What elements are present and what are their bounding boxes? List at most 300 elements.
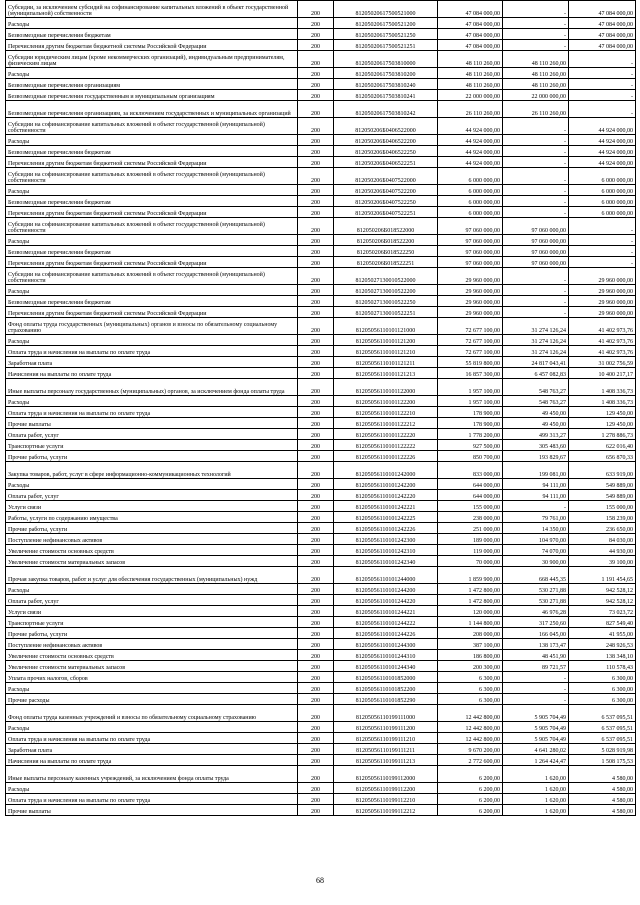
budget-code-cell: 81205056110101242221 bbox=[334, 501, 438, 512]
approved-amount-cell: 29 960 000,00 bbox=[438, 296, 503, 307]
line-code-cell: 200 bbox=[298, 451, 334, 462]
row-name-cell: Прочая закупка товаров, работ и услуг для обеспечения государственных (муниципальных) нужд bbox=[6, 567, 298, 584]
budget-code-cell: 81205056110101852200 bbox=[334, 683, 438, 694]
budget-code-cell: 81205020617503810000 bbox=[334, 51, 438, 68]
line-code-cell: 200 bbox=[298, 235, 334, 246]
row-name-cell: Безвозмездные перечисления бюджетам bbox=[6, 296, 298, 307]
row-name-cell: Расходы bbox=[6, 135, 298, 146]
line-code-cell: 200 bbox=[298, 135, 334, 146]
row-name-cell: Иные выплаты персоналу государственных (муниципальных) органов, за исключением фонда оплаты труда bbox=[6, 379, 298, 396]
unexecuted-amount-cell: 942 528,12 bbox=[569, 595, 636, 606]
table-row bbox=[6, 218, 636, 235]
row-name-cell: Перечисления другим бюджетам бюджетной системы Российской Федерации bbox=[6, 157, 298, 168]
executed-amount-cell: 46 976,28 bbox=[503, 606, 569, 617]
approved-amount-cell: 1 778 200,00 bbox=[438, 429, 503, 440]
approved-amount-cell: 178 900,00 bbox=[438, 407, 503, 418]
budget-code-cell: 812050206Б0406522000 bbox=[334, 118, 438, 135]
table-row bbox=[6, 118, 636, 135]
row-name-cell: Оплата работ, услуг bbox=[6, 595, 298, 606]
line-code-cell: 200 bbox=[298, 51, 334, 68]
unexecuted-amount-cell: 39 100,00 bbox=[569, 556, 636, 567]
executed-amount-cell: - bbox=[503, 157, 569, 168]
unexecuted-amount-cell: 29 960 000,00 bbox=[569, 285, 636, 296]
row-name-cell: Увеличение стоимости материальных запасов bbox=[6, 556, 298, 567]
unexecuted-amount-cell: - bbox=[569, 79, 636, 90]
unexecuted-amount-cell: 656 870,33 bbox=[569, 451, 636, 462]
table-row bbox=[6, 451, 636, 462]
budget-code-cell: 81205056110101122212 bbox=[334, 418, 438, 429]
row-name-cell: Транспортные услуги bbox=[6, 617, 298, 628]
unexecuted-amount-cell: 129 450,00 bbox=[569, 418, 636, 429]
line-code-cell: 200 bbox=[298, 407, 334, 418]
unexecuted-amount-cell: 73 023,72 bbox=[569, 606, 636, 617]
unexecuted-amount-cell: 6 000 000,00 bbox=[569, 207, 636, 218]
executed-amount-cell: 1 620,00 bbox=[503, 783, 569, 794]
unexecuted-amount-cell: 47 084 000,00 bbox=[569, 1, 636, 18]
table-row bbox=[6, 68, 636, 79]
approved-amount-cell: 29 960 000,00 bbox=[438, 285, 503, 296]
executed-amount-cell: 31 274 126,24 bbox=[503, 346, 569, 357]
executed-amount-cell: 530 271,88 bbox=[503, 584, 569, 595]
executed-amount-cell: 317 250,60 bbox=[503, 617, 569, 628]
executed-amount-cell: 530 271,88 bbox=[503, 595, 569, 606]
executed-amount-cell: 74 070,00 bbox=[503, 545, 569, 556]
table-row bbox=[6, 346, 636, 357]
budget-code-cell: 81205056110199111000 bbox=[334, 705, 438, 722]
row-name-cell: Расходы bbox=[6, 235, 298, 246]
line-code-cell: 200 bbox=[298, 440, 334, 451]
table-row bbox=[6, 766, 636, 783]
unexecuted-amount-cell: 6 300,00 bbox=[569, 694, 636, 705]
unexecuted-amount-cell: 6 300,00 bbox=[569, 683, 636, 694]
approved-amount-cell: 48 110 260,00 bbox=[438, 79, 503, 90]
line-code-cell: 200 bbox=[298, 783, 334, 794]
unexecuted-amount-cell: 44 930,00 bbox=[569, 545, 636, 556]
unexecuted-amount-cell: 6 000 000,00 bbox=[569, 168, 636, 185]
row-name-cell: Перечисления другим бюджетам бюджетной системы Российской Федерации bbox=[6, 207, 298, 218]
row-name-cell: Оплата труда и начисления на выплаты по оплате труда bbox=[6, 733, 298, 744]
table-row bbox=[6, 733, 636, 744]
approved-amount-cell: 6 300,00 bbox=[438, 694, 503, 705]
budget-code-cell: 81205056110101852290 bbox=[334, 694, 438, 705]
table-row bbox=[6, 650, 636, 661]
row-name-cell: Оплата труда и начисления на выплаты по оплате труда bbox=[6, 794, 298, 805]
approved-amount-cell: 189 000,00 bbox=[438, 534, 503, 545]
row-name-cell: Безвозмездные перечисления организациям bbox=[6, 79, 298, 90]
budget-code-cell: 81205056110199112212 bbox=[334, 805, 438, 816]
row-name-cell: Поступление нефинансовых активов bbox=[6, 639, 298, 650]
unexecuted-amount-cell: - bbox=[569, 257, 636, 268]
executed-amount-cell: 5 905 704,49 bbox=[503, 733, 569, 744]
approved-amount-cell: 9 670 200,00 bbox=[438, 744, 503, 755]
unexecuted-amount-cell: 47 084 000,00 bbox=[569, 29, 636, 40]
row-name-cell: Расходы bbox=[6, 18, 298, 29]
unexecuted-amount-cell: 29 960 000,00 bbox=[569, 296, 636, 307]
executed-amount-cell: 1 620,00 bbox=[503, 766, 569, 783]
table-row bbox=[6, 318, 636, 335]
line-code-cell: 200 bbox=[298, 318, 334, 335]
row-name-cell: Оплата работ, услуг bbox=[6, 429, 298, 440]
budget-code-cell: 81205056110101122000 bbox=[334, 379, 438, 396]
approved-amount-cell: 97 060 000,00 bbox=[438, 218, 503, 235]
row-name-cell: Увеличение стоимости материальных запасов bbox=[6, 661, 298, 672]
line-code-cell: 200 bbox=[298, 196, 334, 207]
executed-amount-cell: 138 173,47 bbox=[503, 639, 569, 650]
table-row bbox=[6, 40, 636, 51]
row-name-cell: Перечисления другим бюджетам бюджетной системы Российской Федерации bbox=[6, 307, 298, 318]
executed-amount-cell: - bbox=[503, 501, 569, 512]
executed-amount-cell: 166 045,00 bbox=[503, 628, 569, 639]
row-name-cell: Фонд оплаты труда государственных (муниципальных) органов и взносы по обязательному социальному страхованию bbox=[6, 318, 298, 335]
unexecuted-amount-cell: - bbox=[569, 68, 636, 79]
budget-code-cell: 81205020617500521250 bbox=[334, 29, 438, 40]
unexecuted-amount-cell: 236 650,00 bbox=[569, 523, 636, 534]
approved-amount-cell: 47 084 000,00 bbox=[438, 40, 503, 51]
row-name-cell: Расходы bbox=[6, 285, 298, 296]
executed-amount-cell: 31 274 126,24 bbox=[503, 318, 569, 335]
line-code-cell: 200 bbox=[298, 545, 334, 556]
row-name-cell: Фонд оплаты труда казенных учреждений и взносы по обязательному социальному страхованию bbox=[6, 705, 298, 722]
table-row bbox=[6, 257, 636, 268]
line-code-cell: 200 bbox=[298, 185, 334, 196]
budget-code-cell: 812050206Б0407522200 bbox=[334, 185, 438, 196]
line-code-cell: 200 bbox=[298, 357, 334, 368]
row-name-cell: Расходы bbox=[6, 683, 298, 694]
budget-code-cell: 81205056110101244220 bbox=[334, 595, 438, 606]
row-name-cell: Оплата труда и начисления на выплаты по оплате труда bbox=[6, 346, 298, 357]
unexecuted-amount-cell: 41 402 973,76 bbox=[569, 346, 636, 357]
unexecuted-amount-cell: 47 084 000,00 bbox=[569, 40, 636, 51]
approved-amount-cell: 2 772 600,00 bbox=[438, 755, 503, 766]
approved-amount-cell: 238 000,00 bbox=[438, 512, 503, 523]
executed-amount-cell: 5 905 704,49 bbox=[503, 705, 569, 722]
line-code-cell: 200 bbox=[298, 606, 334, 617]
table-row bbox=[6, 307, 636, 318]
executed-amount-cell: 94 111,00 bbox=[503, 490, 569, 501]
line-code-cell: 200 bbox=[298, 346, 334, 357]
executed-amount-cell: 199 081,00 bbox=[503, 462, 569, 479]
executed-amount-cell: 305 483,60 bbox=[503, 440, 569, 451]
executed-amount-cell: 4 641 280,02 bbox=[503, 744, 569, 755]
executed-amount-cell: 14 350,00 bbox=[503, 523, 569, 534]
page-number: 68 bbox=[316, 876, 324, 885]
approved-amount-cell: 12 442 800,00 bbox=[438, 705, 503, 722]
table-row bbox=[6, 335, 636, 346]
budget-code-cell: 81205056110101244340 bbox=[334, 661, 438, 672]
row-name-cell: Услуги связи bbox=[6, 606, 298, 617]
budget-code-cell: 81205056110199111210 bbox=[334, 733, 438, 744]
unexecuted-amount-cell: 10 400 217,17 bbox=[569, 368, 636, 379]
unexecuted-amount-cell: - bbox=[569, 101, 636, 118]
budget-code-cell: 81205056110101244222 bbox=[334, 617, 438, 628]
line-code-cell: 200 bbox=[298, 694, 334, 705]
table-row bbox=[6, 51, 636, 68]
line-code-cell: 200 bbox=[298, 628, 334, 639]
unexecuted-amount-cell: 4 580,00 bbox=[569, 805, 636, 816]
table-row bbox=[6, 79, 636, 90]
unexecuted-amount-cell: 84 030,00 bbox=[569, 534, 636, 545]
approved-amount-cell: 70 000,00 bbox=[438, 556, 503, 567]
approved-amount-cell: 178 900,00 bbox=[438, 418, 503, 429]
executed-amount-cell: - bbox=[503, 296, 569, 307]
budget-code-cell: 81205056110101244200 bbox=[334, 584, 438, 595]
approved-amount-cell: 6 200,00 bbox=[438, 794, 503, 805]
approved-amount-cell: 251 000,00 bbox=[438, 523, 503, 534]
row-name-cell: Субсидии, за исключением субсидий на софинансирование капитальных вложений в объект государственной (муниципальной) собственности bbox=[6, 1, 298, 18]
budget-code-cell: 812050206Б0406522200 bbox=[334, 135, 438, 146]
row-name-cell: Безвозмездные перечисления государственным и муниципальным организациям bbox=[6, 90, 298, 101]
row-name-cell: Прочие выплаты bbox=[6, 805, 298, 816]
table-row bbox=[6, 805, 636, 816]
table-row bbox=[6, 584, 636, 595]
approved-amount-cell: 155 000,00 bbox=[438, 501, 503, 512]
line-code-cell: 200 bbox=[298, 534, 334, 545]
budget-code-cell: 81205056110101852000 bbox=[334, 672, 438, 683]
budget-code-cell: 812050206Б018522200 bbox=[334, 235, 438, 246]
line-code-cell: 200 bbox=[298, 705, 334, 722]
approved-amount-cell: 1 957 100,00 bbox=[438, 379, 503, 396]
table-row bbox=[6, 595, 636, 606]
table-row bbox=[6, 396, 636, 407]
approved-amount-cell: 6 000 000,00 bbox=[438, 168, 503, 185]
line-code-cell: 200 bbox=[298, 246, 334, 257]
unexecuted-amount-cell: 4 580,00 bbox=[569, 766, 636, 783]
line-code-cell: 200 bbox=[298, 118, 334, 135]
budget-code-cell: 81205056110101242300 bbox=[334, 534, 438, 545]
executed-amount-cell: - bbox=[503, 29, 569, 40]
executed-amount-cell: - bbox=[503, 18, 569, 29]
table-row bbox=[6, 418, 636, 429]
unexecuted-amount-cell: 1 191 454,65 bbox=[569, 567, 636, 584]
row-name-cell: Расходы bbox=[6, 185, 298, 196]
table-row bbox=[6, 168, 636, 185]
unexecuted-amount-cell: 1 408 336,73 bbox=[569, 379, 636, 396]
row-name-cell: Безвозмездные перечисления организациям, за исключением государственных и муниципальных организаций bbox=[6, 101, 298, 118]
approved-amount-cell: 26 110 260,00 bbox=[438, 101, 503, 118]
line-code-cell: 200 bbox=[298, 595, 334, 606]
row-name-cell: Начисления на выплаты по оплате труда bbox=[6, 368, 298, 379]
row-name-cell: Субсидии юридическим лицам (кроме некоммерческих организаций), индивидуальным предпринимателям, физическим лицам bbox=[6, 51, 298, 68]
line-code-cell: 200 bbox=[298, 335, 334, 346]
budget-code-cell: 81205020617500521251 bbox=[334, 40, 438, 51]
table-row bbox=[6, 567, 636, 584]
budget-code-cell: 81205056110101122220 bbox=[334, 429, 438, 440]
approved-amount-cell: 44 924 000,00 bbox=[438, 135, 503, 146]
budget-code-cell: 81205020617503810241 bbox=[334, 90, 438, 101]
table-row bbox=[6, 523, 636, 534]
unexecuted-amount-cell: 47 084 000,00 bbox=[569, 18, 636, 29]
line-code-cell: 200 bbox=[298, 90, 334, 101]
budget-code-cell: 81205056110101121211 bbox=[334, 357, 438, 368]
budget-code-cell: 81205056110101242226 bbox=[334, 523, 438, 534]
table-row bbox=[6, 512, 636, 523]
row-name-cell: Работы, услуги по содержанию имущества bbox=[6, 512, 298, 523]
budget-code-cell: 81205027130010522200 bbox=[334, 285, 438, 296]
table-row bbox=[6, 440, 636, 451]
budget-code-cell: 812050206Б0406522250 bbox=[334, 146, 438, 157]
table-row bbox=[6, 783, 636, 794]
row-name-cell: Прочие работы, услуги bbox=[6, 451, 298, 462]
table-row bbox=[6, 628, 636, 639]
unexecuted-amount-cell: 622 016,40 bbox=[569, 440, 636, 451]
approved-amount-cell: 6 200,00 bbox=[438, 783, 503, 794]
unexecuted-amount-cell: 6 000 000,00 bbox=[569, 185, 636, 196]
budget-code-cell: 81205020617503810242 bbox=[334, 101, 438, 118]
line-code-cell: 200 bbox=[298, 661, 334, 672]
table-row bbox=[6, 683, 636, 694]
approved-amount-cell: 6 200,00 bbox=[438, 766, 503, 783]
table-row bbox=[6, 534, 636, 545]
budget-code-cell: 81205056110101244221 bbox=[334, 606, 438, 617]
table-row bbox=[6, 135, 636, 146]
executed-amount-cell: - bbox=[503, 683, 569, 694]
row-name-cell: Заработная плата bbox=[6, 744, 298, 755]
table-row bbox=[6, 246, 636, 257]
budget-code-cell: 81205027130010522251 bbox=[334, 307, 438, 318]
budget-execution-sheet bbox=[5, 0, 635, 816]
unexecuted-amount-cell: 6 537 095,51 bbox=[569, 722, 636, 733]
row-name-cell: Расходы bbox=[6, 584, 298, 595]
table-row bbox=[6, 101, 636, 118]
approved-amount-cell: 6 000 000,00 bbox=[438, 185, 503, 196]
line-code-cell: 200 bbox=[298, 40, 334, 51]
approved-amount-cell: 6 000 000,00 bbox=[438, 196, 503, 207]
approved-amount-cell: 16 857 300,00 bbox=[438, 368, 503, 379]
approved-amount-cell: 44 924 000,00 bbox=[438, 157, 503, 168]
approved-amount-cell: 644 000,00 bbox=[438, 479, 503, 490]
line-code-cell: 200 bbox=[298, 584, 334, 595]
approved-amount-cell: 12 442 800,00 bbox=[438, 722, 503, 733]
table-row bbox=[6, 285, 636, 296]
executed-amount-cell: 104 970,00 bbox=[503, 534, 569, 545]
unexecuted-amount-cell: 44 924 000,00 bbox=[569, 157, 636, 168]
approved-amount-cell: 1 472 800,00 bbox=[438, 595, 503, 606]
budget-code-cell: 81205056110101242200 bbox=[334, 479, 438, 490]
approved-amount-cell: 120 000,00 bbox=[438, 606, 503, 617]
executed-amount-cell: - bbox=[503, 185, 569, 196]
line-code-cell: 200 bbox=[298, 650, 334, 661]
approved-amount-cell: 47 084 000,00 bbox=[438, 29, 503, 40]
approved-amount-cell: 29 960 000,00 bbox=[438, 307, 503, 318]
executed-amount-cell: 97 060 000,00 bbox=[503, 235, 569, 246]
budget-code-cell: 812050206Б0407522000 bbox=[334, 168, 438, 185]
budget-code-cell: 812050206Б018522250 bbox=[334, 246, 438, 257]
unexecuted-amount-cell: 129 450,00 bbox=[569, 407, 636, 418]
approved-amount-cell: 644 000,00 bbox=[438, 490, 503, 501]
budget-code-cell: 812050206Б0407522251 bbox=[334, 207, 438, 218]
unexecuted-amount-cell: 1 408 336,73 bbox=[569, 396, 636, 407]
budget-code-cell: 81205056110199112200 bbox=[334, 783, 438, 794]
executed-amount-cell: 79 761,00 bbox=[503, 512, 569, 523]
budget-code-cell: 81205020617503810200 bbox=[334, 68, 438, 79]
line-code-cell: 200 bbox=[298, 101, 334, 118]
approved-amount-cell: 47 084 000,00 bbox=[438, 18, 503, 29]
table-row bbox=[6, 744, 636, 755]
line-code-cell: 200 bbox=[298, 168, 334, 185]
executed-amount-cell: 1 620,00 bbox=[503, 805, 569, 816]
budget-code-cell: 81205056110101122222 bbox=[334, 440, 438, 451]
executed-amount-cell: 499 313,27 bbox=[503, 429, 569, 440]
table-row bbox=[6, 235, 636, 246]
row-name-cell: Оплата работ, услуг bbox=[6, 490, 298, 501]
approved-amount-cell: 200 300,00 bbox=[438, 661, 503, 672]
row-name-cell: Расходы bbox=[6, 479, 298, 490]
line-code-cell: 200 bbox=[298, 523, 334, 534]
row-name-cell: Прочие расходы bbox=[6, 694, 298, 705]
executed-amount-cell: 548 763,27 bbox=[503, 396, 569, 407]
row-name-cell: Заработная плата bbox=[6, 357, 298, 368]
executed-amount-cell: 30 900,00 bbox=[503, 556, 569, 567]
table-row bbox=[6, 268, 636, 285]
approved-amount-cell: 833 000,00 bbox=[438, 462, 503, 479]
line-code-cell: 200 bbox=[298, 379, 334, 396]
budget-code-cell: 81205020617500521200 bbox=[334, 18, 438, 29]
unexecuted-amount-cell: 633 919,00 bbox=[569, 462, 636, 479]
table-row bbox=[6, 185, 636, 196]
executed-amount-cell: 548 763,27 bbox=[503, 379, 569, 396]
row-name-cell: Прочие работы, услуги bbox=[6, 628, 298, 639]
budget-code-cell: 81205056110101242340 bbox=[334, 556, 438, 567]
row-name-cell: Транспортные услуги bbox=[6, 440, 298, 451]
table-row bbox=[6, 617, 636, 628]
row-name-cell: Услуги связи bbox=[6, 501, 298, 512]
approved-amount-cell: 1 472 800,00 bbox=[438, 584, 503, 595]
unexecuted-amount-cell: 41 402 973,76 bbox=[569, 318, 636, 335]
table-row bbox=[6, 479, 636, 490]
budget-code-cell: 81205056110101244226 bbox=[334, 628, 438, 639]
executed-amount-cell: 97 060 000,00 bbox=[503, 246, 569, 257]
line-code-cell: 200 bbox=[298, 490, 334, 501]
executed-amount-cell: 94 111,00 bbox=[503, 479, 569, 490]
executed-amount-cell: - bbox=[503, 1, 569, 18]
table-row bbox=[6, 462, 636, 479]
line-code-cell: 200 bbox=[298, 672, 334, 683]
table-row bbox=[6, 1, 636, 18]
row-name-cell: Безвозмездные перечисления бюджетам bbox=[6, 146, 298, 157]
approved-amount-cell: 97 060 000,00 bbox=[438, 235, 503, 246]
budget-code-cell: 81205027130010522250 bbox=[334, 296, 438, 307]
unexecuted-amount-cell: - bbox=[569, 90, 636, 101]
executed-amount-cell: - bbox=[503, 40, 569, 51]
line-code-cell: 200 bbox=[298, 766, 334, 783]
executed-amount-cell: 31 274 126,24 bbox=[503, 335, 569, 346]
budget-code-cell: 812050206Б018522000 bbox=[334, 218, 438, 235]
approved-amount-cell: 927 500,00 bbox=[438, 440, 503, 451]
table-row bbox=[6, 357, 636, 368]
table-row bbox=[6, 407, 636, 418]
approved-amount-cell: 1 859 900,00 bbox=[438, 567, 503, 584]
unexecuted-amount-cell: 138 348,10 bbox=[569, 650, 636, 661]
budget-code-cell: 81205056110101122200 bbox=[334, 396, 438, 407]
row-name-cell: Начисления на выплаты по оплате труда bbox=[6, 755, 298, 766]
row-name-cell: Безвозмездные перечисления бюджетам bbox=[6, 246, 298, 257]
table-row bbox=[6, 661, 636, 672]
budget-code-cell: 81205056110101121200 bbox=[334, 335, 438, 346]
budget-code-cell: 81205056110101242225 bbox=[334, 512, 438, 523]
approved-amount-cell: 47 084 000,00 bbox=[438, 1, 503, 18]
executed-amount-cell: - bbox=[503, 268, 569, 285]
unexecuted-amount-cell: - bbox=[569, 51, 636, 68]
unexecuted-amount-cell: 6 537 095,51 bbox=[569, 705, 636, 722]
executed-amount-cell: - bbox=[503, 285, 569, 296]
executed-amount-cell: 49 450,00 bbox=[503, 418, 569, 429]
unexecuted-amount-cell: 44 924 000,00 bbox=[569, 118, 636, 135]
budget-code-cell: 812050206Б018522251 bbox=[334, 257, 438, 268]
executed-amount-cell: 6 457 082,83 bbox=[503, 368, 569, 379]
unexecuted-amount-cell: 5 028 919,98 bbox=[569, 744, 636, 755]
approved-amount-cell: 48 110 260,00 bbox=[438, 68, 503, 79]
line-code-cell: 200 bbox=[298, 744, 334, 755]
